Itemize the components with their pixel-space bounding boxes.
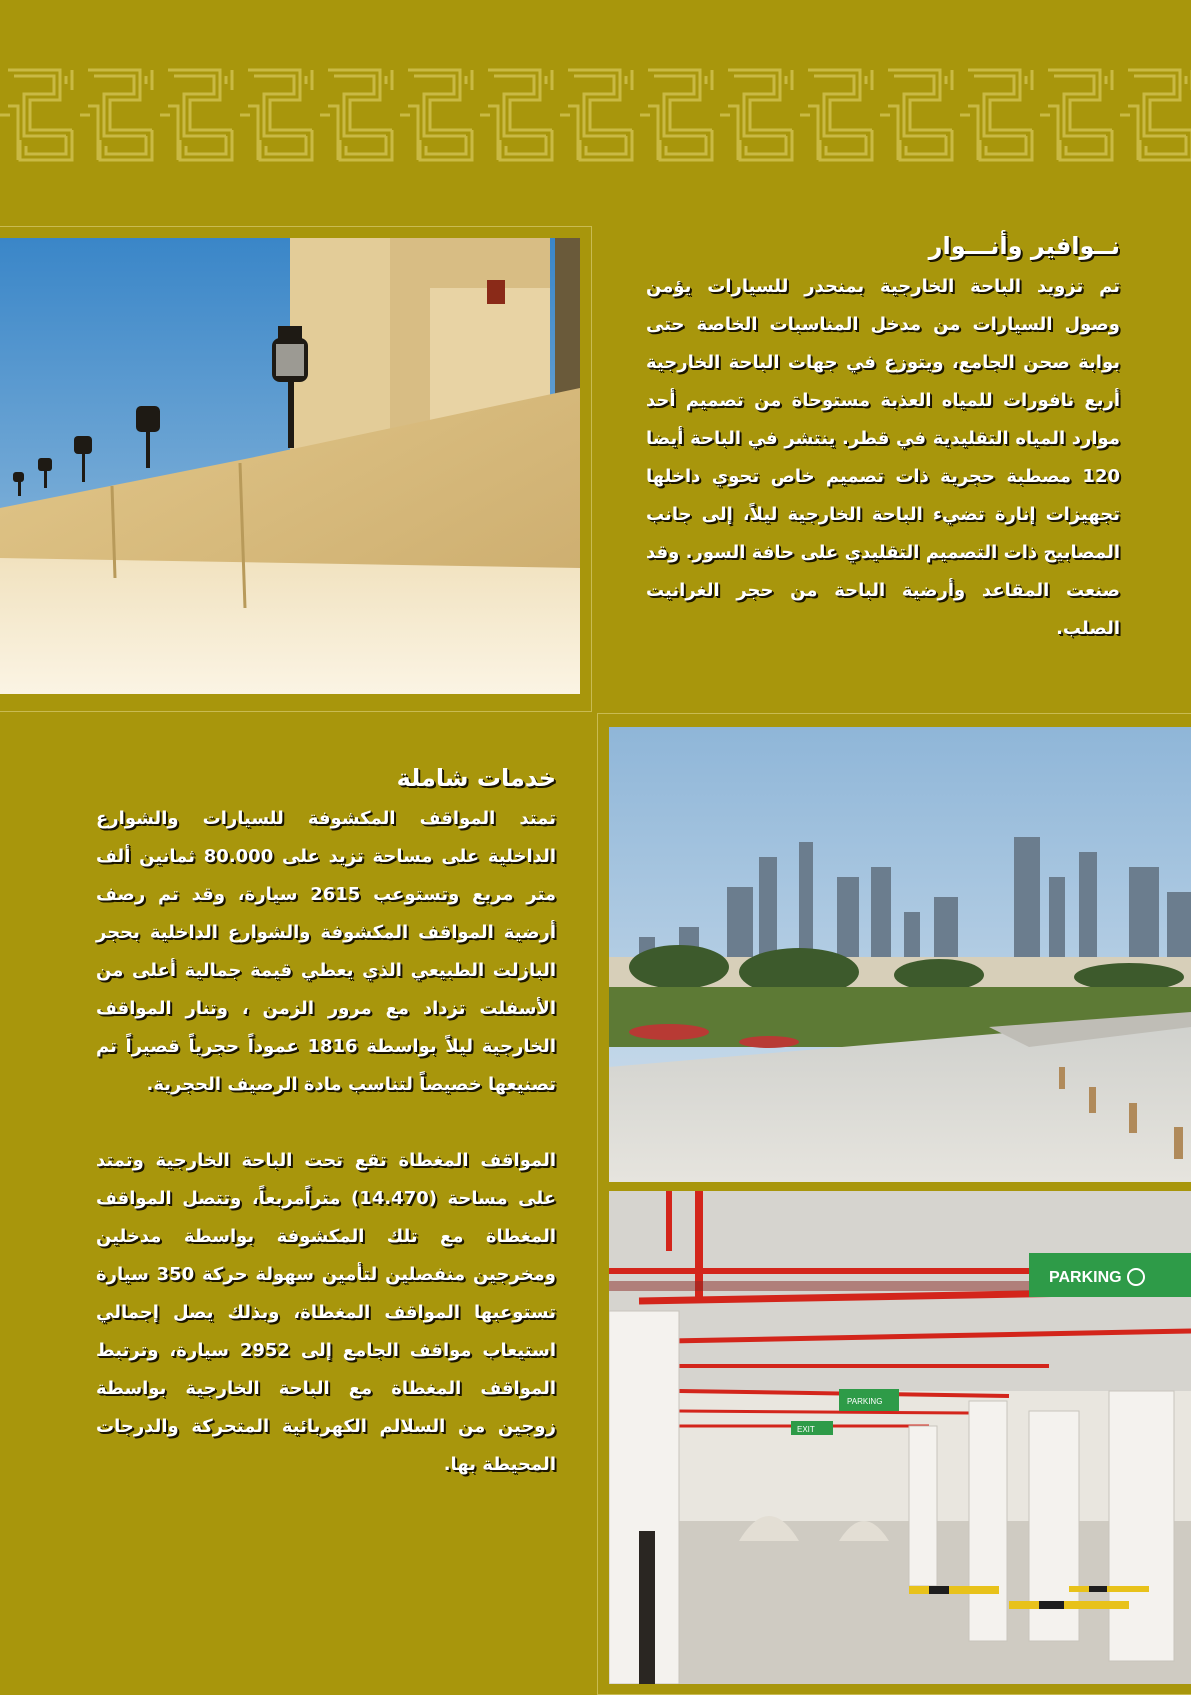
heading-comprehensive-services: خدمات شاملة — [396, 764, 556, 792]
section-fountains-lights — [646, 228, 1120, 648]
photo-wall-lamps — [0, 238, 580, 694]
paragraph-open-parking: تمتد المواقف المكشوفة للسيارات والشوارع الداخلية على مساحة تزيد على 80.000 ثمانين ألف متر مربع وتستوعب 2615 سيارة، وقد تم رصف أرضية المواقف المكشوفة والشوارع الداخلية بحجر البازلت الطبيعي الذي يعطي قيمة جمالية أعلى من الأسفلت تزداد مع مرور الزمن ، وتنار المواقف الخارجية ليلاً بواسطة 1816 عموداً حجرياً قصيراً تم تصنيعها خصيصاً لتناسب مادة الرصيف الحجرية. — [96, 808, 556, 1095]
photo-skyline-parking — [609, 727, 1191, 1182]
paragraph-covered-parking: المواقف المغطاة تقع تحت الباحة الخارجية وتمتد على مساحة (14.470) متراًمربعاً، وتتصل المواقف المغطاة مع تلك المكشوفة بواسطة مدخلين ومخرجين منفصلين لتأمين سهولة حركة 350 سيارة تستوعبها المواقف المغطاة، وبذلك يصل إجمالي استيعاب مواقف الجامع إلى 2952 سيارة، وترتبط المواقف المغطاة مع الباحة الخارجية بواسطة زوجين من السلالم الكهربائية المتحركة والدرجات المحيطة بها. — [96, 1150, 557, 1475]
section-comprehensive-services — [96, 760, 556, 1484]
parking-sign-text: PARKING — [1049, 1269, 1122, 1286]
small-parking-sign-text: PARKING — [847, 1397, 883, 1406]
heading-fountains-lights: نــوافير وأنـــوار — [928, 232, 1120, 260]
decorative-pattern-band — [0, 0, 1191, 220]
photo-covered-parking — [609, 1191, 1191, 1684]
paragraph-fountains-lights: تم تزويد الباحة الخارجية بمنحدر للسيارات يؤمن وصول السيارات من مدخل المناسبات الخاصة حتى بوابة صحن الجامع، ويتوزع في جهات الباحة الخارجية أربع نافورات للمياه العذبة مستوحاة من تصميم أحد موارد المياه التقليدية في قطر. ينتشر في الباحة أيضا 120 مصطبة حجرية ذات تصميم خاص تحوي داخلها تجهيزات إنارة تضيء الباحة الخارجية ليلاً، إلى جانب المصابيح ذات التصميم التقليدي على حافة السور. وقد صنعت المقاعد وأرضية الباحة من حجر الغرانيت الصلب. — [646, 276, 1120, 639]
small-exit-sign-text: EXIT — [797, 1425, 815, 1434]
